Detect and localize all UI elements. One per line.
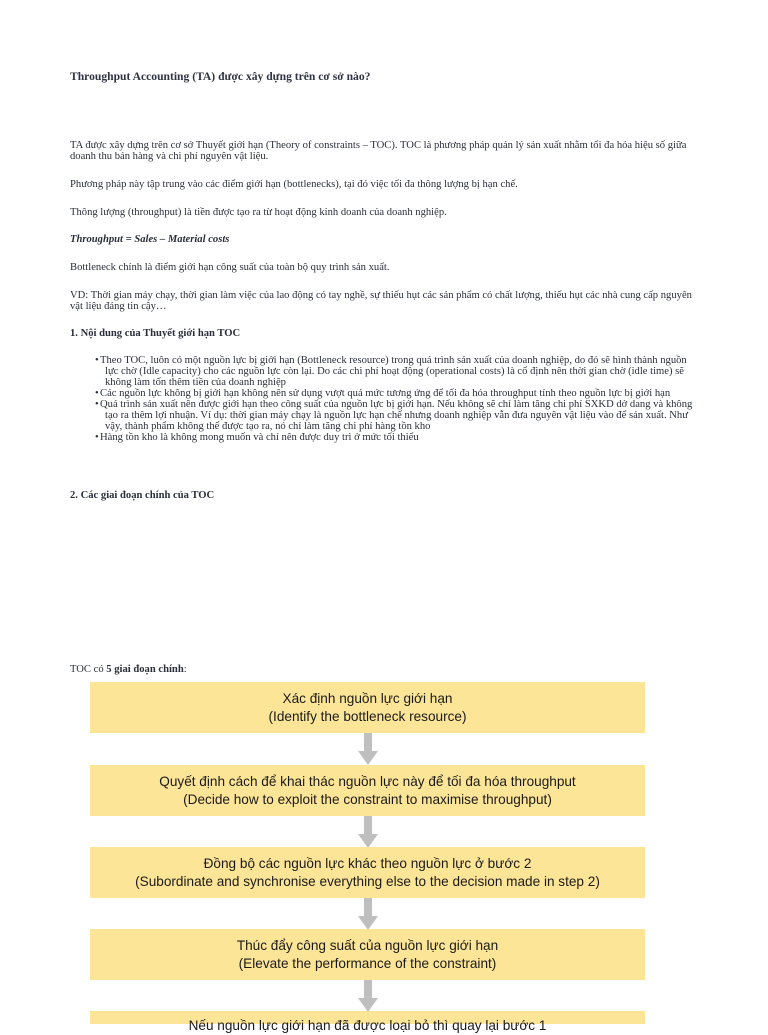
section-1-heading: 1. Nội dung của Thuyết giới hạn TOC bbox=[70, 328, 241, 339]
stages-intro-highlight: 5 giai đoạn chính bbox=[106, 664, 184, 675]
throughput-formula: Throughput = Sales – Material costs bbox=[70, 234, 230, 245]
flow-step-5-vi: Nếu nguồn lực giới hạn đã được loại bỏ thì quay lại bước 1 bbox=[188, 1018, 547, 1033]
flow-step-2-en: (Decide how to exploit the constraint to maximise throughput) bbox=[183, 791, 552, 807]
paragraph-bottlenecks: Phương pháp này tập trung vào các điểm giới hạn (bottlenecks), tại đó việc tối đa thông lượng bị hạn chế. bbox=[70, 179, 518, 190]
paragraph-toc-basis: TA được xây dựng trên cơ sở Thuyết giới hạn (Theory of constraints – TOC). TOC là phương pháp quản lý sản xuất nhằm tối đa hóa hiệu số giữa doanh thu bán hàng và chi phí nguyên vật liệu. bbox=[70, 140, 687, 162]
stages-intro-suffix: : bbox=[183, 664, 187, 675]
flow-step-1-vi: Xác định nguồn lực giới hạn bbox=[282, 690, 453, 706]
down-arrow-icon bbox=[358, 898, 378, 930]
down-arrow-icon bbox=[358, 980, 378, 1012]
flow-step-2-vi: Quyết định cách để khai thác nguồn lực này để tối đa hóa throughput bbox=[159, 773, 576, 789]
flow-step-5 bbox=[90, 1011, 645, 1033]
stages-intro bbox=[70, 664, 698, 675]
list-item: • Các nguồn lực không bị giới hạn không nên sử dụng vượt quá mức tương ứng để tối đa hóa throughput tính theo nguồn lực bị giới hạn bbox=[70, 388, 698, 399]
list-item: • Hàng tồn kho là không mong muốn và chỉ nên được duy trì ở mức tối thiểu bbox=[70, 432, 698, 443]
flow-step-4-en: (Elevate the performance of the constraint) bbox=[238, 955, 497, 971]
flow-step-4 bbox=[90, 929, 645, 980]
flow-step-1-en: (Identify the bottleneck resource) bbox=[268, 708, 467, 724]
list-item: • Quá trình sản xuất nên được giới hạn theo công suất của nguồn lực bị giới hạn. Nếu không sẽ chỉ làm tăng chi phí SXKD dở dang và không tạo ra thêm lợi nhuận. Ví dụ: thời gian máy chạy là nguồn lực hạn chế nhưng doanh nghiệp vẫn đưa nguyên vật liệu vào để sản xuất. Như vậy, thành phẩm không thể được tạo ra, nó chỉ làm tăng chi phí hàng tồn kho bbox=[70, 399, 698, 432]
down-arrow-icon bbox=[358, 816, 378, 848]
section-1-bullet-list bbox=[70, 355, 698, 443]
flow-step-3-vi: Đồng bộ các nguồn lực khác theo nguồn lực ở bước 2 bbox=[203, 855, 532, 871]
stages-intro-prefix: TOC có bbox=[70, 664, 107, 675]
toc-stages-flowchart bbox=[90, 682, 645, 1033]
section-2-heading: 2. Các giai đoạn chính của TOC bbox=[70, 490, 215, 501]
down-arrow-icon bbox=[358, 733, 378, 765]
flow-step-4-vi: Thúc đẩy công suất của nguồn lực giới hạn bbox=[236, 937, 499, 953]
paragraph-example: VD: Thời gian máy chạy, thời gian làm việc của lao động có tay nghề, sự thiếu hụt các sản phẩm có chất lượng, thiếu hụt các nhà cung cấp nguyên vật liệu đáng tin cậy… bbox=[70, 290, 692, 312]
flow-step-1 bbox=[90, 682, 645, 733]
flow-step-2 bbox=[90, 765, 645, 816]
paragraph-bottleneck-definition: Bottleneck chính là điểm giới hạn công suất của toàn bộ quy trình sản xuất. bbox=[70, 262, 390, 273]
page-title: Throughput Accounting (TA) được xây dựng trên cơ sở nào? bbox=[70, 70, 371, 83]
list-item: • Theo TOC, luôn có một nguồn lực bị giới hạn (Bottleneck resource) trong quá trình sản xuất của doanh nghiệp, do đó sẽ hình thành nguồn lực chờ (Idle capacity) cho các nguồn lực còn lại. Do các chi phí hoạt động (operational costs) là cố định nên thời gian chờ (idle time) sẽ không làm tốn thêm tiền của doanh nghiệp bbox=[70, 355, 698, 388]
flow-step-3-en: (Subordinate and synchronise everything else to the decision made in step 2) bbox=[135, 873, 600, 889]
paragraph-throughput-definition: Thông lượng (throughput) là tiền được tạo ra từ hoạt động kinh doanh của doanh nghiệp. bbox=[70, 207, 447, 218]
flow-step-3 bbox=[90, 847, 645, 898]
